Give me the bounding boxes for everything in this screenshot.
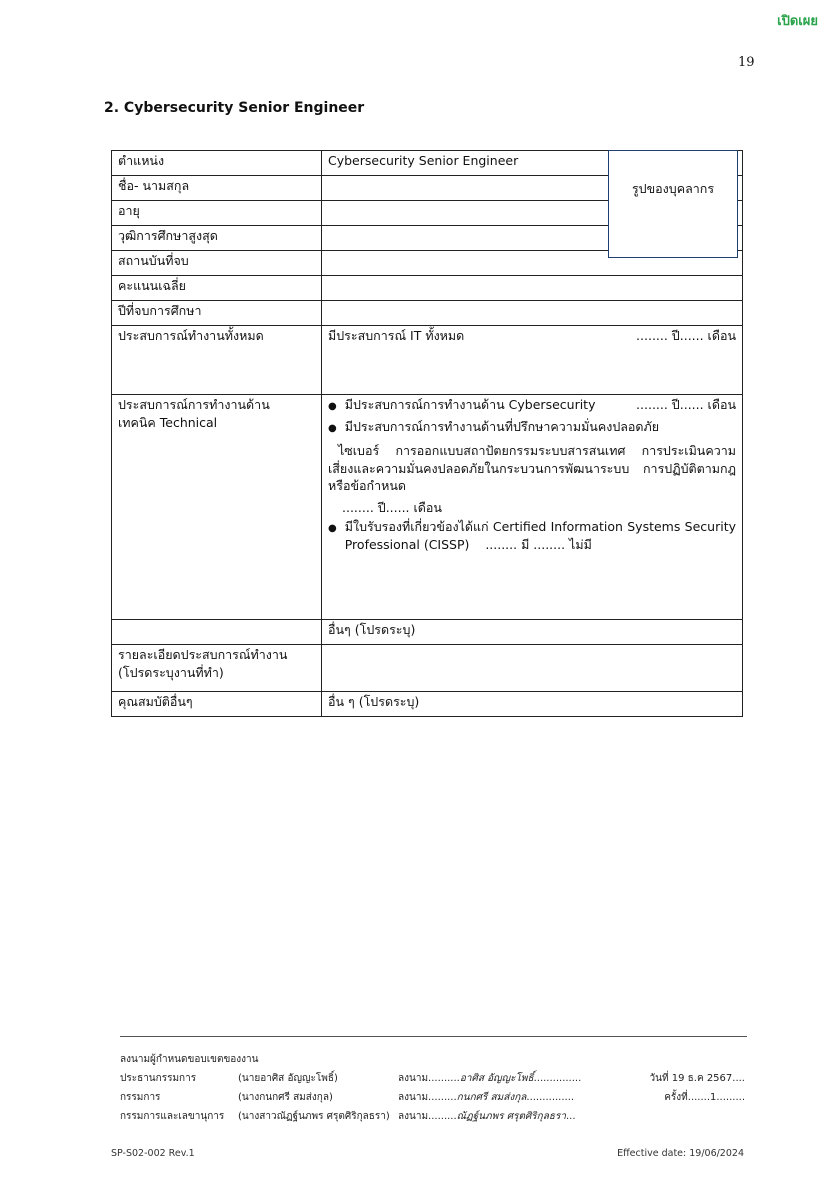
label-position: ตำแหน่ง [112,151,322,176]
label-work-detail [112,645,322,692]
bullet-consulting-duration: ........ ปี...... เดือน [342,499,442,515]
label-technical-experience [112,395,322,620]
page-number: 19 [738,55,755,70]
value-qualifications: อื่น ๆ (โปรดระบุ) [322,692,743,717]
bullet-icon: ● [328,401,337,412]
row-qualifications [112,692,743,717]
signature-line [398,1090,618,1105]
row-work-detail [112,645,743,692]
label-technical-line2: เทคนิค Technical [118,414,218,430]
signature-row [120,1069,745,1088]
total-experience-text: มีประสบการณ์ IT ทั้งหมด [328,328,465,343]
signature-signed-name: ณัฏฐ์นภพร ศรุตศิริกุลธรา [456,1111,566,1122]
bullet-consulting-continuation: ไซเบอร์ การออกแบบสถาปัตยกรรมระบบสารสนเทศ การประเมินความเสี่ยงและความมั่นคงปลอดภัยในกระบวนการพัฒนาระบบ การปฏิบัติตามกฎหรือข้อกำหนด [328,443,736,493]
signature-line [398,1109,618,1124]
bullet-cybersecurity-text: มีประสบการณ์การทำงานด้าน Cybersecurity [344,397,596,412]
photo-label: รูปของบุคลากร [631,181,715,196]
value-total-experience [322,326,743,395]
row-grad-year [112,301,743,326]
label-institution: สถานบันที่จบ [112,251,322,276]
signature-signed-name: กนกศรี สมส่งกุล [456,1092,527,1103]
signature-note: ครั้งที่.......1......... [664,1092,745,1103]
signature-title: ลงนามผู้กำหนดขอบเขตของงาน [120,1054,259,1065]
label-gpa: คะแนนเฉลี่ย [112,276,322,301]
signature-row [120,1107,745,1126]
bullet-icon: ● [328,523,337,534]
signature-block [120,1050,745,1126]
effective-date: Effective date: 19/06/2024 [617,1148,744,1159]
signature-suffix: ... [565,1111,576,1122]
signature-line [398,1071,618,1086]
total-experience-duration: ........ ปี...... เดือน [636,328,736,343]
label-work-detail-line1: รายละเอียดประสบการณ์ทำงาน [118,647,288,662]
value-technical-experience [322,395,743,620]
value-work-detail [322,645,743,692]
label-other [112,620,322,645]
bullet-item-consulting [328,418,736,440]
signature-prefix: ลงนาม.......... [398,1073,460,1084]
label-education: วุฒิการศึกษาสูงสุด [112,226,322,251]
signature-name: (นางกนกศรี สมส่งกุล) [238,1092,333,1103]
label-technical-line1: ประสบการณ์การทำงานด้าน [118,397,270,412]
signature-name: (นายอาศิส อัญญะโพธิ์) [238,1073,338,1084]
row-total-experience [112,326,743,395]
label-grad-year: ปีที่จบการศึกษา [112,301,322,326]
section-heading: 2. Cybersecurity Senior Engineer [104,100,365,116]
signature-role: กรรมการ [120,1092,161,1103]
label-qualifications: คุณสมบัติอื่นๆ [112,692,322,717]
signature-role: ประธานกรรมการ [120,1073,197,1084]
label-age: อายุ [112,201,322,226]
bullet-icon: ● [328,423,337,434]
label-name: ชื่อ- นามสกุล [112,176,322,201]
signature-prefix: ลงนาม......... [398,1111,457,1122]
bullet-item-cybersecurity [328,396,736,418]
signature-row [120,1088,745,1107]
signature-suffix: ............... [533,1073,582,1084]
label-total-experience: ประสบการณ์ทำงานทั้งหมด [112,326,322,395]
signature-name: (นางสาวณัฏฐ์นภพร ศรุตศิริกุลธรา) [238,1111,390,1122]
document-id: SP-S02-002 Rev.1 [111,1148,195,1159]
signature-note: วันที่ 19 ธ.ค 2567.... [649,1073,745,1084]
photo-placeholder [608,150,738,258]
value-gpa [322,276,743,301]
signature-role: กรรมการและเลขานุการ [120,1111,225,1122]
bullet-consulting-text: มีประสบการณ์การทำงานด้านที่ปรึกษาความมั่นคงปลอดภัย [344,419,660,434]
row-technical-experience [112,395,743,620]
row-gpa [112,276,743,301]
label-work-detail-line2: (โปรดระบุงานที่ทำ) [118,664,224,680]
bullet-certification-label: มีใบรับรองที่เกี่ยวข้องได้แก่ Certified Information Systems Security Professional (CISSP) [344,519,736,552]
footer-divider [120,1036,747,1037]
classification-stamp: เปิดเผย [777,14,818,29]
bullet-certification-options: ........ มี ........ ไม่มี [485,536,592,552]
signature-prefix: ลงนาม......... [398,1092,457,1103]
bullet-cybersecurity-duration: ........ ปี...... เดือน [636,397,736,412]
value-other: อื่นๆ (โปรดระบุ) [322,620,743,645]
bullet-item-certification [328,518,736,553]
signature-suffix: ............... [526,1092,575,1103]
value-grad-year [322,301,743,326]
signature-signed-name: อาศิส อัญญะโพธิ์ [459,1073,534,1084]
row-other [112,620,743,645]
bullet-certification-text [345,518,736,553]
value-position: Cybersecurity Senior Engineer [322,151,743,176]
